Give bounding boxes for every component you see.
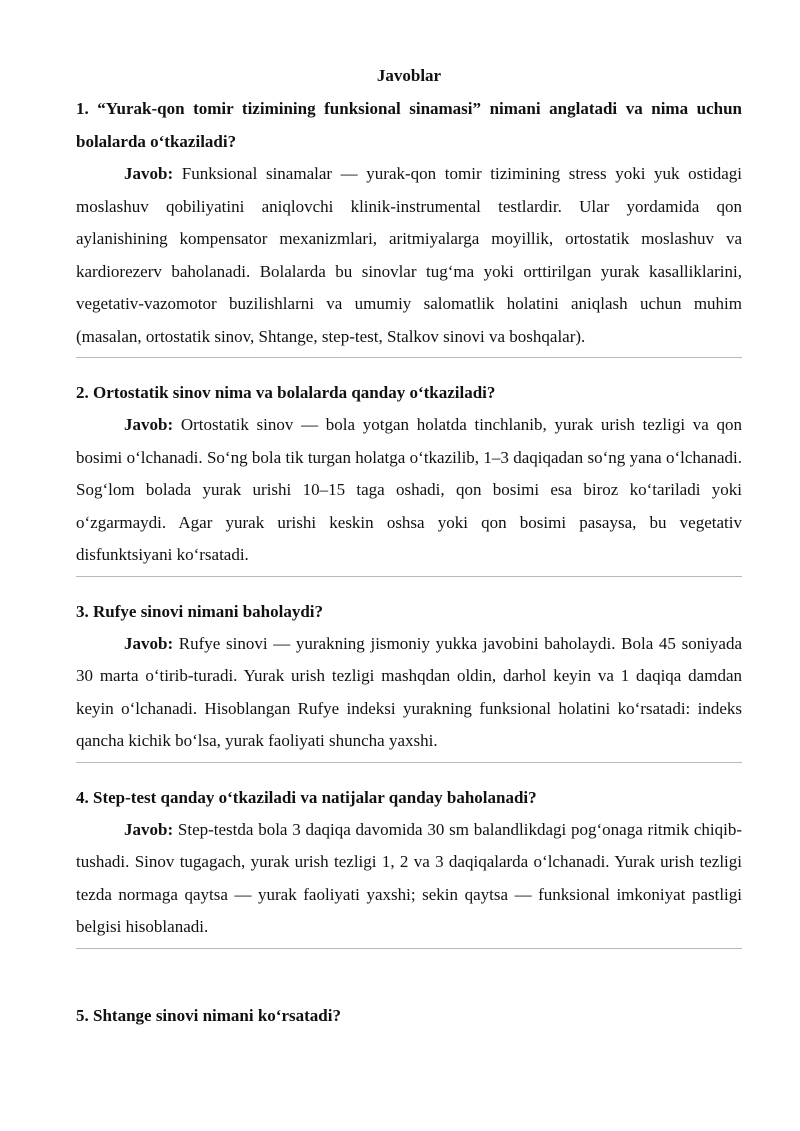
answer-1	[76, 158, 742, 353]
answer-text-3: Rufye sinovi — yurakning jismoniy yukka javobini baholaydi. Bola 45 soniyada 30 marta o‘tirib-turadi. Yurak urish tezligi mashqdan oldin, darhol keyin va 1 daqiqa damdan keyin o‘lchanadi. Hisoblangan Rufye indeksi yurakning funksional holatini ko‘rsatadi: indeks qancha kichik bo‘lsa, yurak faoliyati shuncha yaxshi.	[76, 633, 743, 750]
qa-section-4	[76, 781, 742, 949]
answer-3	[76, 628, 742, 758]
section-divider	[76, 762, 742, 763]
answer-label: Javob:	[124, 164, 174, 183]
answer-text-2: Ortostatik sinov — bola yotgan holatda tinchlanib, yurak urish tezligi va qon bosimi o‘lchanadi. So‘ng bola tik turgan holatga o‘tkazilib, 1–3 daqiqadan so‘ng yana o‘lchanadi. Sog‘lom bolada yurak urishi 10–15 taga oshadi, qon bosimi esa biroz ko‘tariladi yoki o‘zgarmaydi. Agar yurak urishi keskin oshsa yoki qon bosimi pasaysa, bu vegetativ disfunktsiyani ko‘rsatadi.	[76, 415, 743, 564]
section-divider	[76, 948, 742, 949]
answer-2	[76, 409, 742, 572]
answer-label: Javob:	[124, 633, 174, 653]
section-divider	[76, 357, 742, 358]
question-4: 4. Step-test qanday o‘tkaziladi va natijalar qanday baholanadi?	[76, 787, 537, 807]
answer-label: Javob:	[124, 819, 174, 839]
qa-section-3	[76, 595, 742, 763]
document-title: Javoblar	[376, 66, 442, 85]
question-5: 5. Shtange sinovi nimani ko‘rsatadi?	[76, 1005, 341, 1025]
qa-section-1	[76, 92, 742, 358]
answer-text-1: Funksional sinamalar — yurak-qon tomir tizimining stress yoki yuk ostidagi moslashuv qobiliyatini aniqlovchi klinik-instrumental testlardir. Ular yordamida qon aylanishining kompensator mexanizmlari, aritmiyalarga moyillik, ortostatik moslashuv va kardiorezerv baholanadi. Bolalarda bu sinovlar tug‘ma yoki orttirilgan yurak kasalliklarini, vegetativ-vazomotor buzilishlarni va umumiy salomatlik holatini aniqlash uchun muhim (masalan, ortostatik sinov, Shtange, step-test, Stalkov sinovi va boshqalar).	[76, 164, 743, 346]
qa-section-2	[76, 376, 742, 577]
question-2: 2. Ortostatik sinov nima va bolalarda qanday o‘tkaziladi?	[76, 383, 496, 402]
question-1: 1. “Yurak-qon tomir tizimining funksional sinamasi” nimani anglatadi va nima uchun bolalarda o‘tkaziladi?	[76, 99, 742, 151]
question-3: 3. Rufye sinovi nimani baholaydi?	[76, 601, 324, 621]
answer-text-4: Step-testda bola 3 daqiqa davomida 30 sm balandlikdagi pog‘onaga ritmik chiqib-tushadi. Sinov tugagach, yurak urish tezligi 1, 2 va 3 daqiqalarda o‘lchanadi. Yurak urish tezligi tezda normaga qaytsa — yurak faoliyati yaxshi; sekin qaytsa — funksional imkoniyat pastligi belgisi hisoblanadi.	[76, 819, 743, 936]
answer-4	[76, 814, 742, 944]
answer-label: Javob:	[124, 415, 174, 434]
document-page	[76, 64, 742, 1032]
section-divider	[76, 576, 742, 577]
qa-section-5	[76, 999, 742, 1032]
